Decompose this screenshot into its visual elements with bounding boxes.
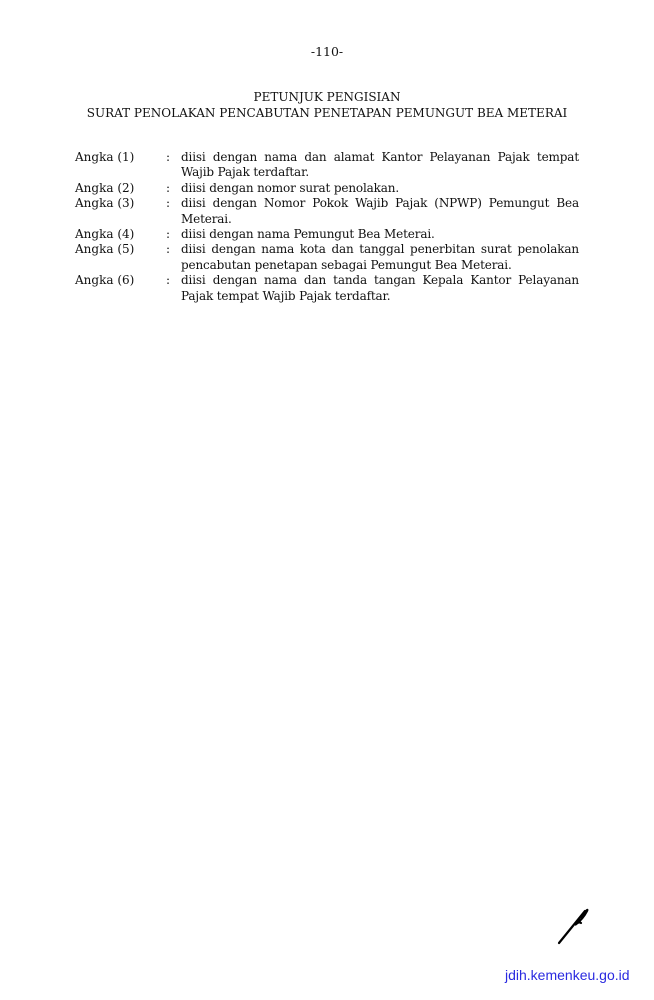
item-colon: : [166, 227, 171, 242]
title-line-1: PETUNJUK PENGISIAN [253, 90, 401, 104]
item-text: diisi dengan Nomor Pokok Wajib Pajak (NPWP) Pemungut Bea Meterai. [181, 196, 579, 226]
document-title [0, 89, 654, 121]
item-label: Angka (3) [75, 196, 135, 211]
jdih-link[interactable]: jdih.kemenkeu.go.id [505, 967, 630, 983]
instruction-item [75, 273, 579, 304]
item-colon: : [166, 196, 171, 211]
title-line-2: SURAT PENOLAKAN PENCABUTAN PENETAPAN PEMUNGUT BEA METERAI [86, 106, 568, 120]
item-text: diisi dengan nama dan tanda tangan Kepala Kantor Pelayanan Pajak tempat Wajib Pajak terdaftar. [181, 273, 579, 303]
page-number: -110- [310, 44, 344, 59]
initial-signature [555, 905, 595, 947]
item-colon: : [166, 273, 171, 288]
item-text: diisi dengan nomor surat penolakan. [181, 180, 400, 195]
item-colon: : [166, 242, 171, 257]
item-label: Angka (1) [75, 150, 135, 164]
instruction-item [75, 181, 579, 196]
instruction-item [75, 150, 579, 181]
item-colon: : [166, 150, 171, 164]
item-text: diisi dengan nama kota dan tanggal penerbitan surat penolakan pencabutan penetapan sebagai Pemungut Bea Meterai. [181, 242, 579, 272]
instruction-item [75, 242, 579, 273]
item-text: diisi dengan nama Pemungut Bea Meterai. [181, 227, 435, 242]
item-colon: : [166, 180, 171, 195]
item-label: Angka (2) [75, 180, 135, 195]
instruction-list [75, 150, 579, 304]
item-text: diisi dengan nama dan alamat Kantor Pelayanan Pajak tempat Wajib Pajak terdaftar. [181, 150, 579, 180]
instruction-item [75, 227, 579, 242]
instruction-item [75, 196, 579, 227]
item-label: Angka (5) [75, 242, 135, 257]
item-label: Angka (6) [75, 273, 135, 288]
item-label: Angka (4) [75, 227, 135, 242]
